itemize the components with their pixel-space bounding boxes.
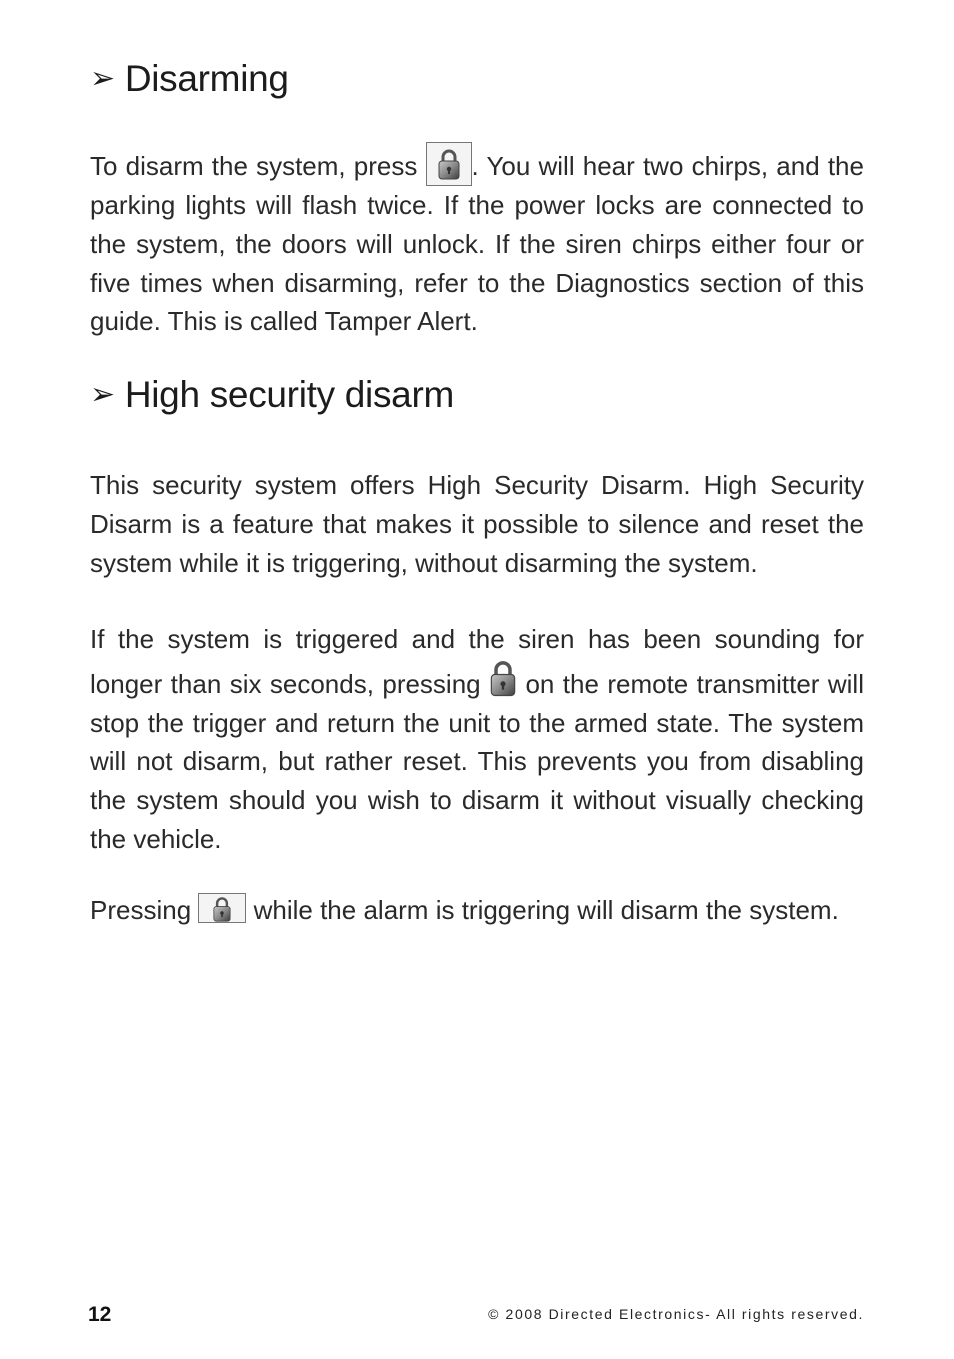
- high-security-paragraph-1: This security system offers High Security Disarm. High Security Disarm is a feature that makes it possible to silence and reset the system while it is triggering, without disarming the system.: [90, 470, 864, 578]
- arrow-bullet-icon: ➢: [90, 378, 115, 411]
- lock-icon: [489, 659, 517, 697]
- section-heading-high-security-disarm: ➢ High security disarm: [90, 374, 454, 415]
- page-number: 12: [88, 1303, 112, 1326]
- copyright-notice: © 2008 Directed Electronics- All rights reserved.: [488, 1306, 864, 1322]
- disarming-paragraph: To disarm the system, press . You will hear two chirps, and the parking lights will flash twice. If the power locks are connected to the system, the doors will unlock. If the siren chirps either four or five times when disarming, refer to the Diagnostics section of this guide. This is called Tamper Alert.: [90, 142, 864, 341]
- lock-icon: [426, 142, 472, 186]
- high-security-paragraph-3: Pressing while the alarm is triggering will disarm the system.: [90, 895, 839, 925]
- lock-icon: [198, 893, 246, 923]
- high-security-paragraph-2: If the system is triggered and the siren has been sounding for longer than six seconds, pressing on the remote transmitter will stop the trigger and return the unit to the armed state. The system will not disarm, but rather reset. This prevents you from disabling the system should you wish to disarm it without visually checking the vehicle.: [90, 624, 864, 854]
- arrow-bullet-icon: ➢: [90, 62, 115, 95]
- section-heading-disarming: ➢ Disarming: [90, 58, 289, 99]
